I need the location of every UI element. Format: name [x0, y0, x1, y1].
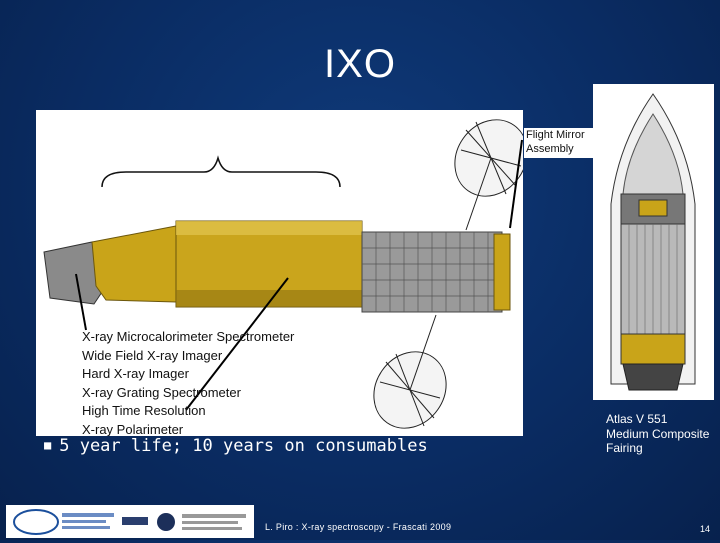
mirror-label: Flight Mirror Assembly — [524, 128, 606, 158]
slide-title: IXO — [324, 42, 396, 86]
instrument-list — [82, 328, 294, 436]
instrument-item: Wide Field X-ray Imager — [82, 347, 223, 363]
lower-dish — [359, 315, 461, 436]
atlas-line: Medium Composite — [606, 426, 710, 441]
instrument-item: High Time Resolution — [82, 403, 206, 419]
fairing-illustration — [593, 84, 714, 400]
bullet-icon: ■ — [44, 438, 52, 452]
instrument-item: X-ray Polarimeter — [82, 421, 184, 436]
bullet-text: 5 year life; 10 years on consumables — [59, 436, 428, 456]
institute-text-icon — [182, 514, 246, 518]
gold-skirt — [92, 226, 176, 302]
atlas-line: Atlas V 551 — [606, 412, 668, 426]
rocket-fairing-panel — [593, 84, 714, 400]
instrument-item: X-ray Microcalorimeter Spectrometer — [82, 329, 295, 344]
footer-logos — [6, 505, 254, 538]
bullet-item — [44, 436, 428, 456]
iasf-logo-icon — [157, 513, 175, 531]
inaf-logo-icon — [122, 517, 148, 525]
mirror-ring — [494, 234, 510, 310]
footer-caption: L. Piro : X-ray spectroscopy - Frascati 2009 — [265, 522, 452, 532]
page-number: 14 — [700, 524, 711, 534]
spacecraft-image-panel — [36, 110, 523, 436]
upper-dish — [440, 110, 523, 230]
asi-text-icon — [62, 513, 114, 517]
atlas-line: Fairing — [606, 441, 643, 455]
instrument-item: Hard X-ray Imager — [82, 366, 189, 382]
instrument-item: X-ray Grating Spectrometer — [82, 384, 241, 400]
instrument-bracket — [102, 158, 340, 187]
atlas-label — [606, 412, 709, 456]
asi-logo-icon — [14, 510, 58, 534]
